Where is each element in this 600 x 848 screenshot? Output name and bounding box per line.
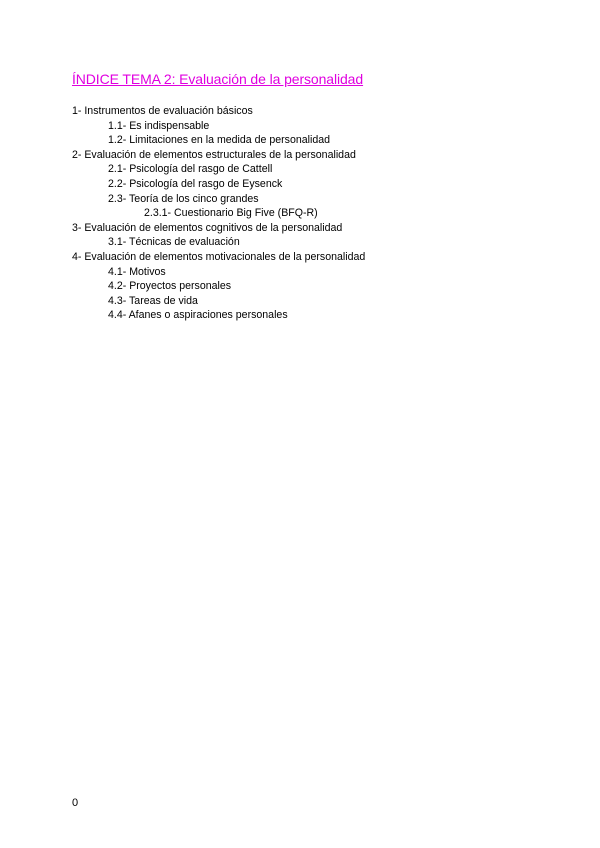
toc-item: 4.3- Tareas de vida: [108, 294, 198, 307]
toc-item: 2.1- Psicología del rasgo de Cattell: [108, 163, 273, 176]
page-number: 0: [72, 797, 79, 809]
page-title: ÍNDICE TEMA 2: Evaluación de la personalidad: [72, 71, 364, 87]
toc-item: 4- Evaluación de elementos motivacionales de la personalidad: [72, 250, 366, 263]
toc-item: 2.3- Teoría de los cinco grandes: [108, 192, 259, 205]
toc-item: 1.2- Limitaciones en la medida de personalidad: [108, 134, 331, 147]
toc-item: 4.4- Afanes o aspiraciones personales: [108, 309, 288, 322]
toc-item: 4.2- Proyectos personales: [108, 280, 232, 293]
toc-item: 1.1- Es indispensable: [108, 119, 210, 132]
toc-item: 2- Evaluación de elementos estructurales de la personalidad: [72, 148, 356, 161]
toc-item: 3- Evaluación de elementos cognitivos de la personalidad: [72, 221, 343, 234]
toc-item: 1- Instrumentos de evaluación básicos: [72, 105, 253, 117]
toc-item: 3.1- Técnicas de evaluación: [108, 236, 240, 249]
toc-item: 2.2- Psicología del rasgo de Eysenck: [108, 177, 283, 190]
toc-item: 4.1- Motivos: [108, 265, 166, 278]
toc-item: 2.3.1- Cuestionario Big Five (BFQ-R): [144, 207, 318, 220]
table-of-contents: [72, 104, 365, 323]
